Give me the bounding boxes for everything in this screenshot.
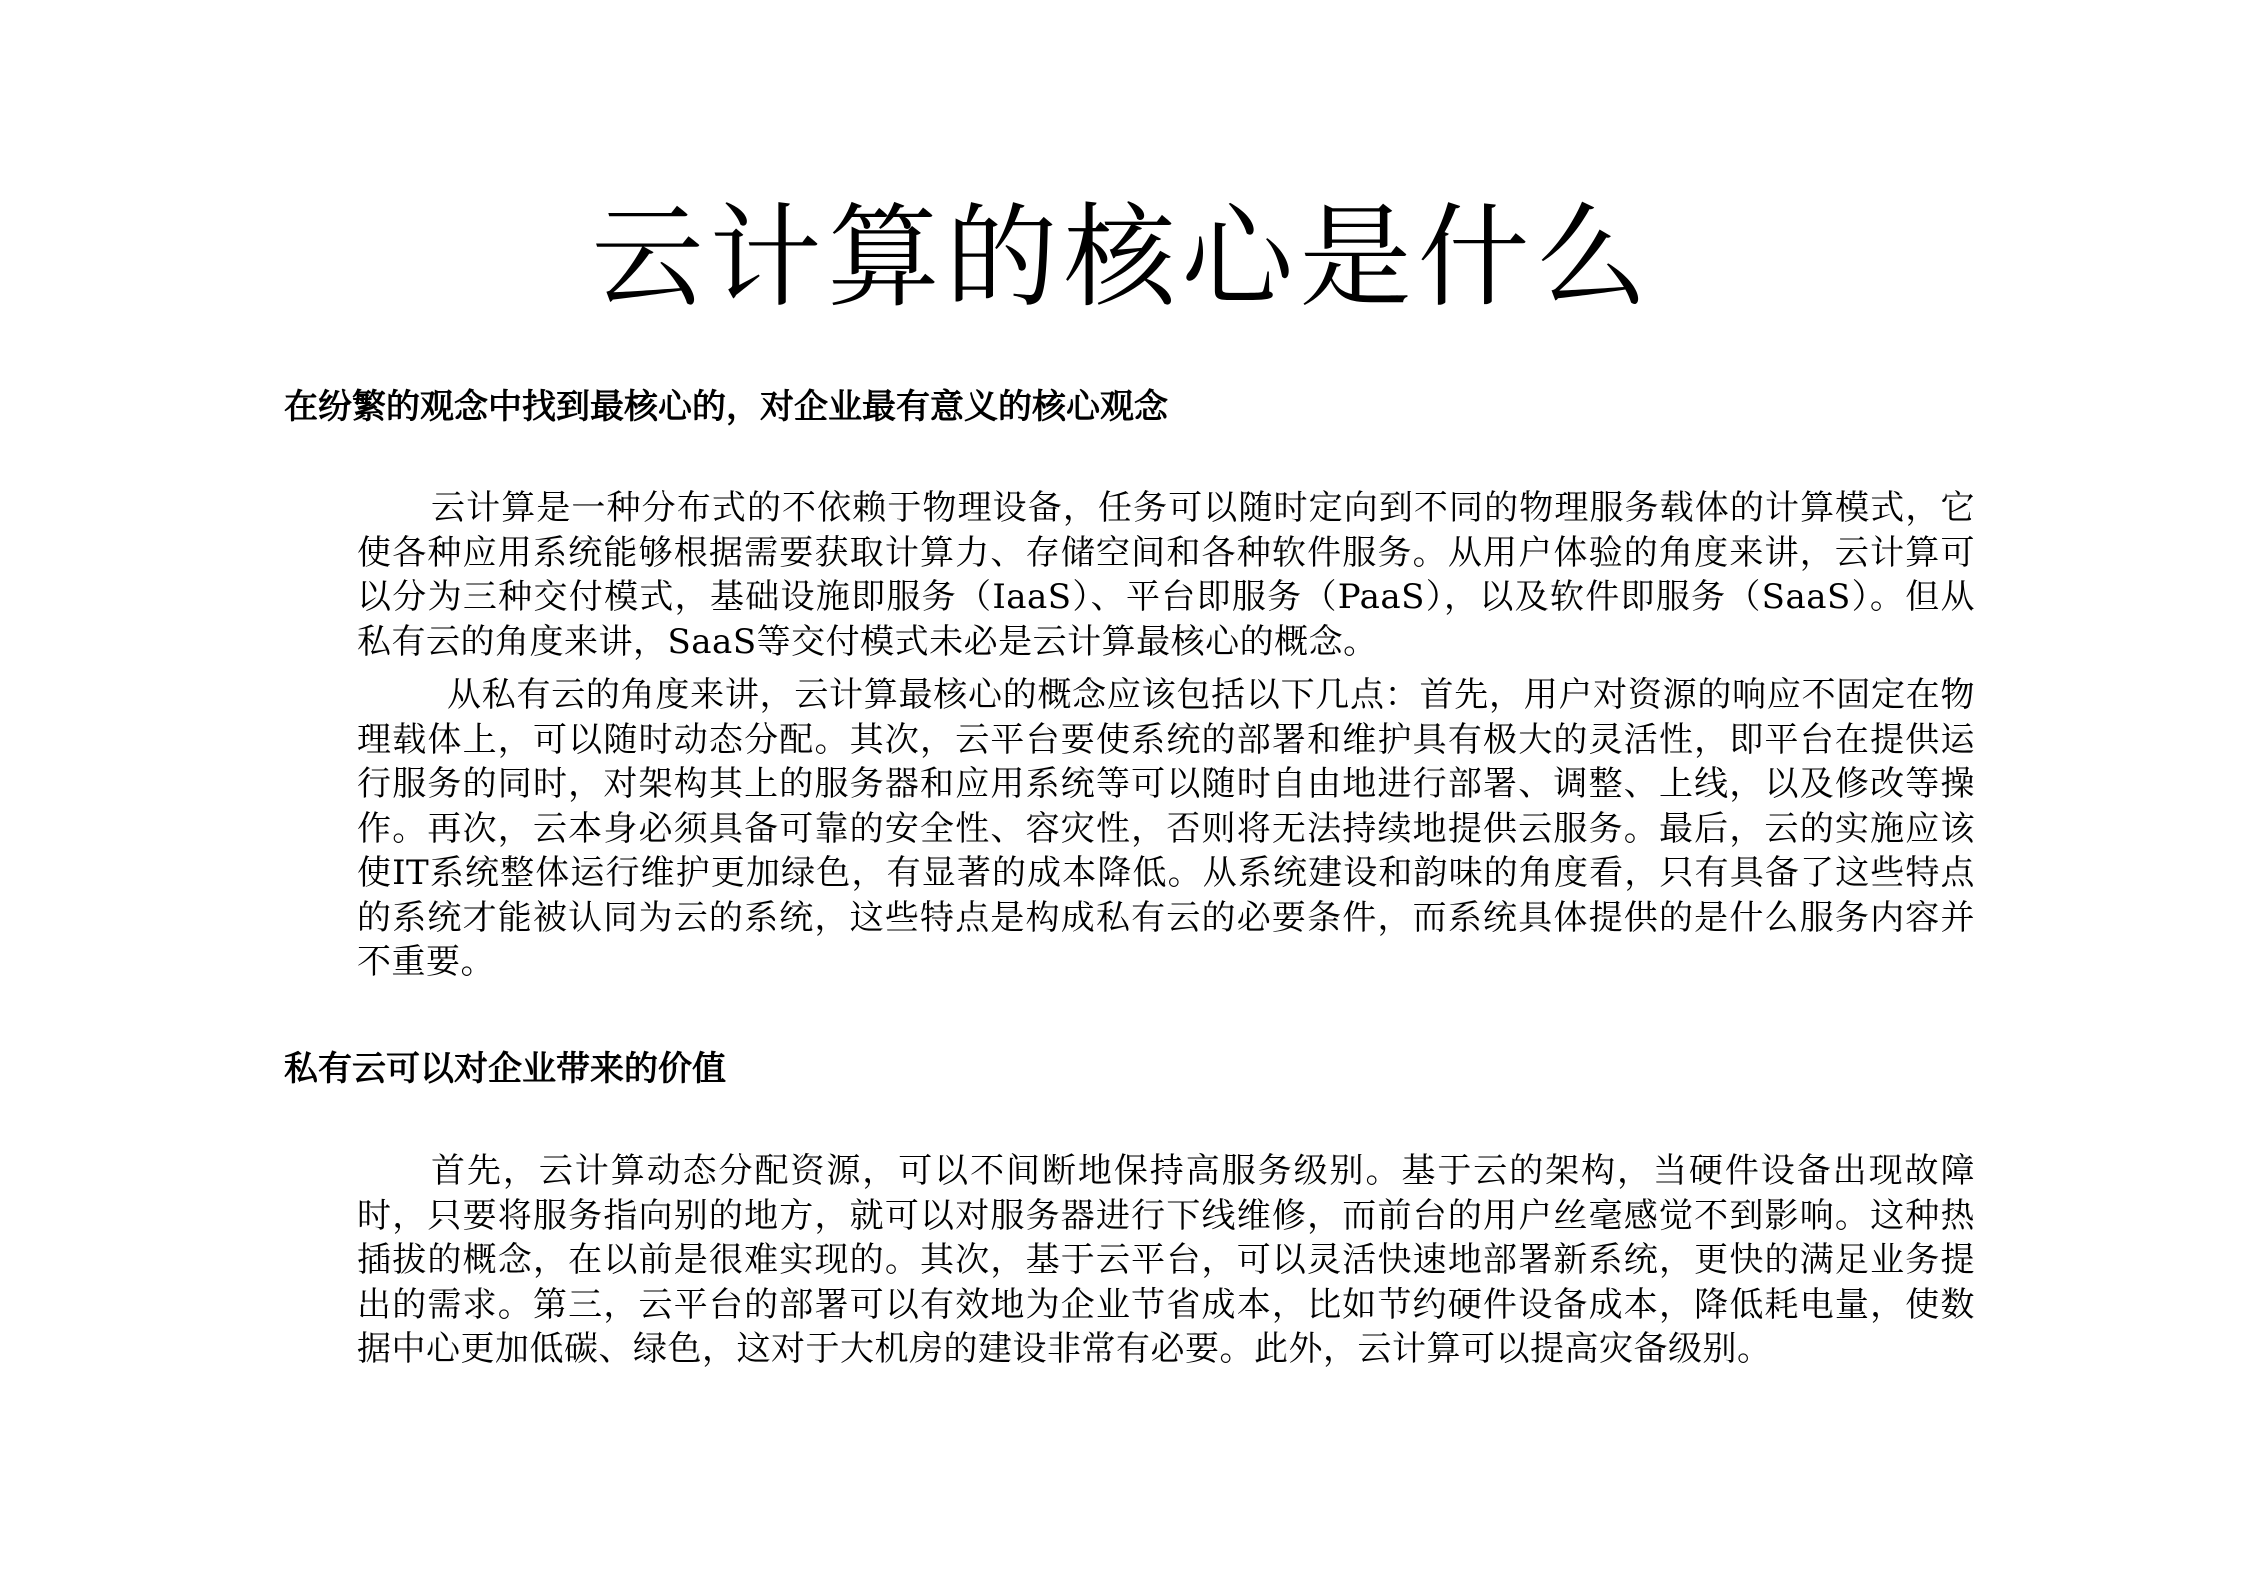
page-title: 云计算的核心是什么 [591,193,1654,323]
section-heading-core-concept: 在纷繁的观念中找到最核心的，对企业最有意义的核心观念 [284,387,1168,427]
paragraph-enterprise-value: 首先，云计算动态分配资源，可以不间断地保持高服务级别。基于云的架构，当硬件设备出现故障时，只要将服务指向别的地方，就可以对服务器进行下线维修，而前台的用户丝毫感觉不到影响。这种热插拔的概念，在以前是很难实现的。其次，基于云平台，可以灵活快速地部署新系统，更快的满足业务提出的需求。第三，云平台的部署可以有效地为企业节省成本，比如节约硬件设备成本，降低耗电量，使数据中心更加低碳、绿色，这对于大机房的建设非常有必要。此外，云计算可以提高灾备级别。 [357,1151,1975,1369]
paragraph-private-cloud-core: 从私有云的角度来讲，云计算最核心的概念应该包括以下几点：首先，用户对资源的响应不固定在物理载体上，可以随时动态分配。其次，云平台要使系统的部署和维护具有极大的灵活性，即平台在提供运行服务的同时，对架构其上的服务器和应用系统等可以随时自由地进行部署、调整、上线，以及修改等操作。再次，云本身必须具备可靠的安全性、容灾性，否则将无法持续地提供云服务。最后，云的实施应该使IT系统整体运行维护更加绿色，有显著的成本降低。从系统建设和韵味的角度看，只有具备了这些特点的系统才能被认同为云的系统，这些特点是构成私有云的必要条件，而系统具体提供的是什么服务内容并不重要。 [357,675,1975,982]
paragraph-cloud-definition: 云计算是一种分布式的不依赖于物理设备，任务可以随时定向到不同的物理服务载体的计算模式，它使各种应用系统能够根据需要获取计算力、存储空间和各种软件服务。从用户体验的角度来讲，云计算可以分为三种交付模式，基础设施即服务（IaaS）、平台即服务（PaaS），以及软件即服务（SaaS）。但从私有云的角度来讲，SaaS等交付模式未必是云计算最核心的概念。 [357,488,1975,662]
section-heading-enterprise-value: 私有云可以对企业带来的价值 [284,1049,726,1089]
